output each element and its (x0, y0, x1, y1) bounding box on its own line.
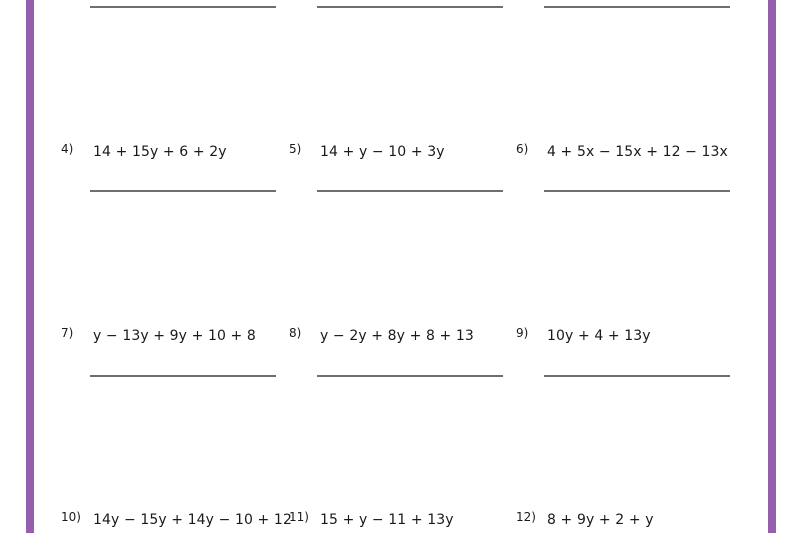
problem-expression: 14y − 15y + 14y − 10 + 12 (93, 512, 292, 528)
answer-line-1 (90, 6, 276, 8)
problem-number: 6) (516, 142, 529, 156)
answer-line-5 (317, 190, 503, 192)
problem-number: 11) (289, 510, 309, 524)
answer-line-4 (90, 190, 276, 192)
problem-expression: 14 + 15y + 6 + 2y (93, 144, 227, 160)
answer-line-2 (317, 6, 503, 8)
answer-line-3 (544, 6, 730, 8)
problem-expression: 10y + 4 + 13y (547, 328, 651, 344)
problem-number: 9) (516, 326, 529, 340)
problem-number: 5) (289, 142, 302, 156)
problem-expression: 4 + 5x − 15x + 12 − 13x (547, 144, 728, 160)
problem-expression: y − 13y + 9y + 10 + 8 (93, 328, 256, 344)
answer-line-7 (90, 375, 276, 377)
answer-line-6 (544, 190, 730, 192)
problem-number: 7) (61, 326, 74, 340)
problem-number: 10) (61, 510, 81, 524)
problem-expression: y − 2y + 8y + 8 + 13 (320, 328, 474, 344)
answer-line-8 (317, 375, 503, 377)
worksheet-border-left (26, 0, 34, 533)
problem-number: 4) (61, 142, 74, 156)
problem-expression: 15 + y − 11 + 13y (320, 512, 454, 528)
worksheet-page (34, 0, 768, 533)
problem-expression: 14 + y − 10 + 3y (320, 144, 445, 160)
worksheet-border-right (768, 0, 776, 533)
problem-number: 8) (289, 326, 302, 340)
problem-expression: 8 + 9y + 2 + y (547, 512, 654, 528)
problem-number: 12) (516, 510, 536, 524)
answer-line-9 (544, 375, 730, 377)
